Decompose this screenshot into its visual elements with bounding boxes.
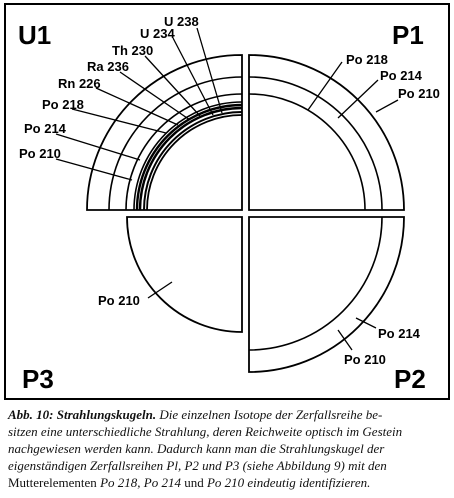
u1-label-ra236: Ra 236 [87,59,129,74]
caption-line-1: Die einzelnen Isotope der Zerfallsreihe be- [156,407,383,422]
u1-label-u234: U 234 [140,26,175,41]
p3-labels [98,293,140,308]
caption-line-5-e: eindeutig identifizieren. [244,475,371,490]
u1-label-u238: U 238 [164,14,199,29]
p1-label-po214: Po 214 [380,68,422,83]
figure-caption [8,406,448,491]
quadrant-label-p2: P2 [394,364,426,394]
u1-label-po210: Po 210 [19,146,61,161]
u1-label-th230: Th 230 [112,43,154,58]
quadrant-label-p1: P1 [392,20,424,50]
caption-line-5-d: Po 210 [206,475,245,490]
caption-line-5-a: Mutterelementen [8,475,101,490]
u1-label-po214: Po 214 [24,121,66,136]
quadrant-label-u1: U1 [18,20,52,50]
quadrant-label-p3: P3 [22,364,54,394]
p3-label-po210: Po 210 [98,293,140,308]
p1-label-po210: Po 210 [398,86,440,101]
caption-line-3: nachgewiesen werden kann. Dadurch kann man die Strahlungskugel der [8,441,385,456]
p2-label-po210: Po 210 [344,352,386,367]
caption-line-5-b: Po 218, Po 214 [100,475,181,490]
u1-label-po218: Po 218 [42,97,84,112]
p1-label-po218: Po 218 [346,52,388,67]
caption-line-4: eigenständigen Zerfallsreihen Pl, P2 und P3 (siehe Abbildung 9) mit den [8,458,387,473]
caption-line-5-c: und [180,475,207,490]
caption-line-2: sitzen eine unterschiedliche Strahlung, deren Reichweite optisch im Gestein [8,424,403,439]
caption-title: Abb. 10: Strahlungskugeln. [8,407,157,422]
p2-label-po214: Po 214 [378,326,420,341]
u1-label-rn226: Rn 226 [58,76,101,91]
